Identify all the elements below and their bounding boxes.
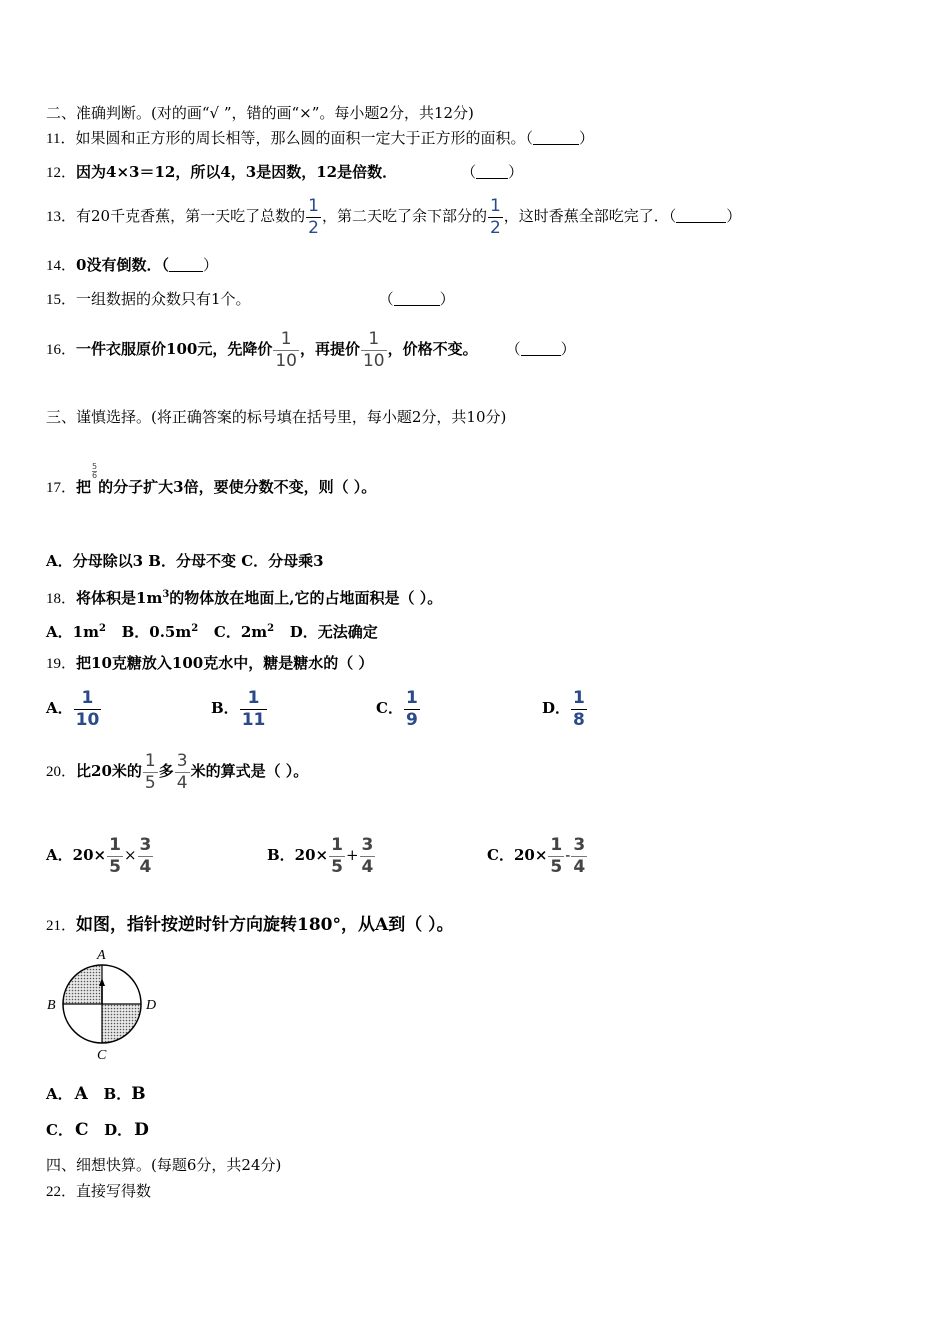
question-number: 14． xyxy=(46,258,77,274)
question-text: ，再提价 xyxy=(299,340,360,358)
question-21-options-row2 xyxy=(46,1120,149,1140)
section-3-title: 三、谨慎选择。(将正确答案的标号填在括号里，每小题2分，共10分) xyxy=(46,408,507,426)
question-text: 把 xyxy=(76,478,92,496)
label-d: D xyxy=(146,998,157,1013)
question-11 xyxy=(46,128,594,149)
question-text: ，第二天吃了余下部分的 xyxy=(321,207,487,225)
fraction-three-quarters: $\frac{3}{4}$ xyxy=(176,750,188,793)
question-20-option-a[interactable]: A．20× $\frac{1}{5}$ × $\frac{3}{4}$ xyxy=(46,834,152,877)
option-c[interactable]: C．$2m^2$ xyxy=(213,623,275,641)
answer-blank[interactable] xyxy=(533,130,579,145)
question-number: 16． xyxy=(46,342,77,358)
question-text: 有20千克香蕉，第一天吃了总数的 xyxy=(76,207,306,225)
section-2-title: 二、准确判断。(对的画“√ ”，错的画“×”。每小题2分，共12分) xyxy=(46,104,474,122)
option-b[interactable]: B．$0.5m^2$ xyxy=(121,623,199,641)
question-12 xyxy=(46,162,523,183)
question-number: 12． xyxy=(46,165,77,181)
question-19-option-a[interactable]: A． $\frac{1}{10}$ xyxy=(46,687,100,730)
fraction-one-half: $\frac{1}{2}$ xyxy=(308,195,319,238)
question-text: 如图，指针按逆时针方向旋转180°，从A到（ ）。 xyxy=(76,915,454,935)
fraction-three-quarters: $\frac{3}{4}$ xyxy=(139,834,152,877)
fraction-five-sixths: $\frac{5}{6}$ xyxy=(92,462,98,480)
question-17 xyxy=(46,463,376,498)
option-d[interactable]: D． D xyxy=(104,1120,149,1140)
fraction-three-quarters: $\frac{3}{4}$ xyxy=(573,834,586,877)
clock-dial-figure xyxy=(44,944,164,1064)
fraction-one-half: $\frac{1}{2}$ xyxy=(489,195,501,238)
question-text: 0没有倒数．（ xyxy=(76,256,169,274)
question-number: 11． xyxy=(46,131,76,147)
question-19-option-d[interactable]: D． $\frac{1}{8}$ xyxy=(542,687,585,730)
question-19-option-c[interactable]: C． $\frac{1}{9}$ xyxy=(376,687,418,730)
option-d[interactable]: D．无法确定 xyxy=(289,623,378,641)
question-20-option-c[interactable]: C．20× $\frac{1}{5}$ - $\frac{3}{4}$ xyxy=(487,834,586,877)
bracket-close: ） xyxy=(439,290,455,308)
question-21-options-row1 xyxy=(46,1084,146,1104)
question-19 xyxy=(46,653,373,674)
answer-blank[interactable] xyxy=(521,341,561,356)
question-number: 22． xyxy=(46,1184,77,1200)
fraction-option: $\frac{1}{11}$ xyxy=(241,687,266,730)
fraction-one-fifth: $\frac{1}{5}$ xyxy=(550,834,563,877)
question-22 xyxy=(46,1181,151,1202)
question-20-option-b[interactable]: B．20× $\frac{1}{5}$ + $\frac{3}{4}$ xyxy=(267,834,374,877)
fraction-option: $\frac{1}{9}$ xyxy=(405,687,418,730)
question-text: 把10克糖放入100克水中，糖是糖水的（ ） xyxy=(76,654,374,672)
answer-blank[interactable] xyxy=(676,208,726,223)
option-a[interactable]: A．$1m^2$ xyxy=(46,623,106,641)
bracket-close: ） xyxy=(726,207,742,225)
question-20 xyxy=(46,746,308,797)
question-number: 13． xyxy=(46,209,77,225)
bracket-close: ） xyxy=(578,129,594,147)
bracket-close: ） xyxy=(560,340,576,358)
question-18-options xyxy=(46,619,378,642)
question-number: 18． xyxy=(46,591,77,607)
question-text: 如果圆和正方形的周长相等，那么圆的面积一定大于正方形的面积。（ xyxy=(75,129,533,147)
fraction-option: $\frac{1}{8}$ xyxy=(573,687,585,730)
question-number: 17． xyxy=(46,480,77,496)
label-c: C xyxy=(97,1048,107,1063)
fraction-one-tenth: $\frac{1}{10}$ xyxy=(275,328,297,371)
question-15 xyxy=(46,289,455,310)
question-number: 19． xyxy=(46,656,77,672)
question-19-option-b[interactable]: B． $\frac{1}{11}$ xyxy=(211,687,266,730)
question-14 xyxy=(46,255,218,276)
option-b[interactable]: B．B xyxy=(103,1084,146,1104)
label-a: A xyxy=(97,948,106,963)
question-number: 21． xyxy=(46,918,77,934)
fraction-option: $\frac{1}{10}$ xyxy=(75,687,100,730)
question-text: 米的算式是（ ）。 xyxy=(190,762,309,780)
question-number: 15． xyxy=(46,292,77,308)
option-a[interactable]: A． A xyxy=(46,1084,88,1104)
question-text: ，这时香蕉全部吃完了．（ xyxy=(503,207,677,225)
answer-blank[interactable] xyxy=(394,291,440,306)
question-13 xyxy=(46,194,741,239)
question-16 xyxy=(46,324,576,375)
label-b: B xyxy=(47,998,56,1013)
question-text: 一组数据的众数只有1个。 xyxy=(76,290,251,308)
question-text: 比20米的 xyxy=(76,762,142,780)
question-text: 将体积是1m xyxy=(76,589,163,607)
question-text: 的分子扩大3倍，要使分数不变，则（ ）。 xyxy=(98,478,377,496)
fraction-one-fifth: $\frac{1}{5}$ xyxy=(331,834,343,877)
bracket-open: （ xyxy=(378,290,394,308)
bracket-close: ） xyxy=(202,256,218,274)
bracket-open: （ xyxy=(461,163,477,181)
question-text: 多 xyxy=(158,762,174,780)
question-number: 20． xyxy=(46,764,77,780)
question-18 xyxy=(46,585,442,609)
section-4-title: 四、细想快算。(每题6分，共24分) xyxy=(46,1156,282,1174)
superscript-3: 3 xyxy=(162,589,170,600)
question-text: 直接写得数 xyxy=(76,1182,152,1200)
fraction-one-tenth: $\frac{1}{10}$ xyxy=(362,328,385,371)
question-text: ，价格不变。 xyxy=(387,340,478,358)
question-text: 一件衣服原价100元，先降价 xyxy=(76,340,273,358)
question-21 xyxy=(46,914,454,937)
question-text: 因为4×3＝12，所以4，3是因数，12是倍数． xyxy=(76,163,398,181)
question-17-options: A．分母除以3 B．分母不变 C．分母乘3 xyxy=(46,552,324,570)
answer-blank[interactable] xyxy=(169,257,203,272)
bracket-open: （ xyxy=(505,340,521,358)
bracket-close: ） xyxy=(508,163,524,181)
fraction-three-quarters: $\frac{3}{4}$ xyxy=(361,834,374,877)
question-text: 的物体放在地面上,它的占地面积是（ ）。 xyxy=(169,589,443,607)
fraction-one-fifth: $\frac{1}{5}$ xyxy=(109,834,121,877)
fraction-one-fifth: $\frac{1}{5}$ xyxy=(144,750,156,793)
answer-blank[interactable] xyxy=(476,164,508,179)
option-c[interactable]: C． C xyxy=(46,1120,89,1140)
